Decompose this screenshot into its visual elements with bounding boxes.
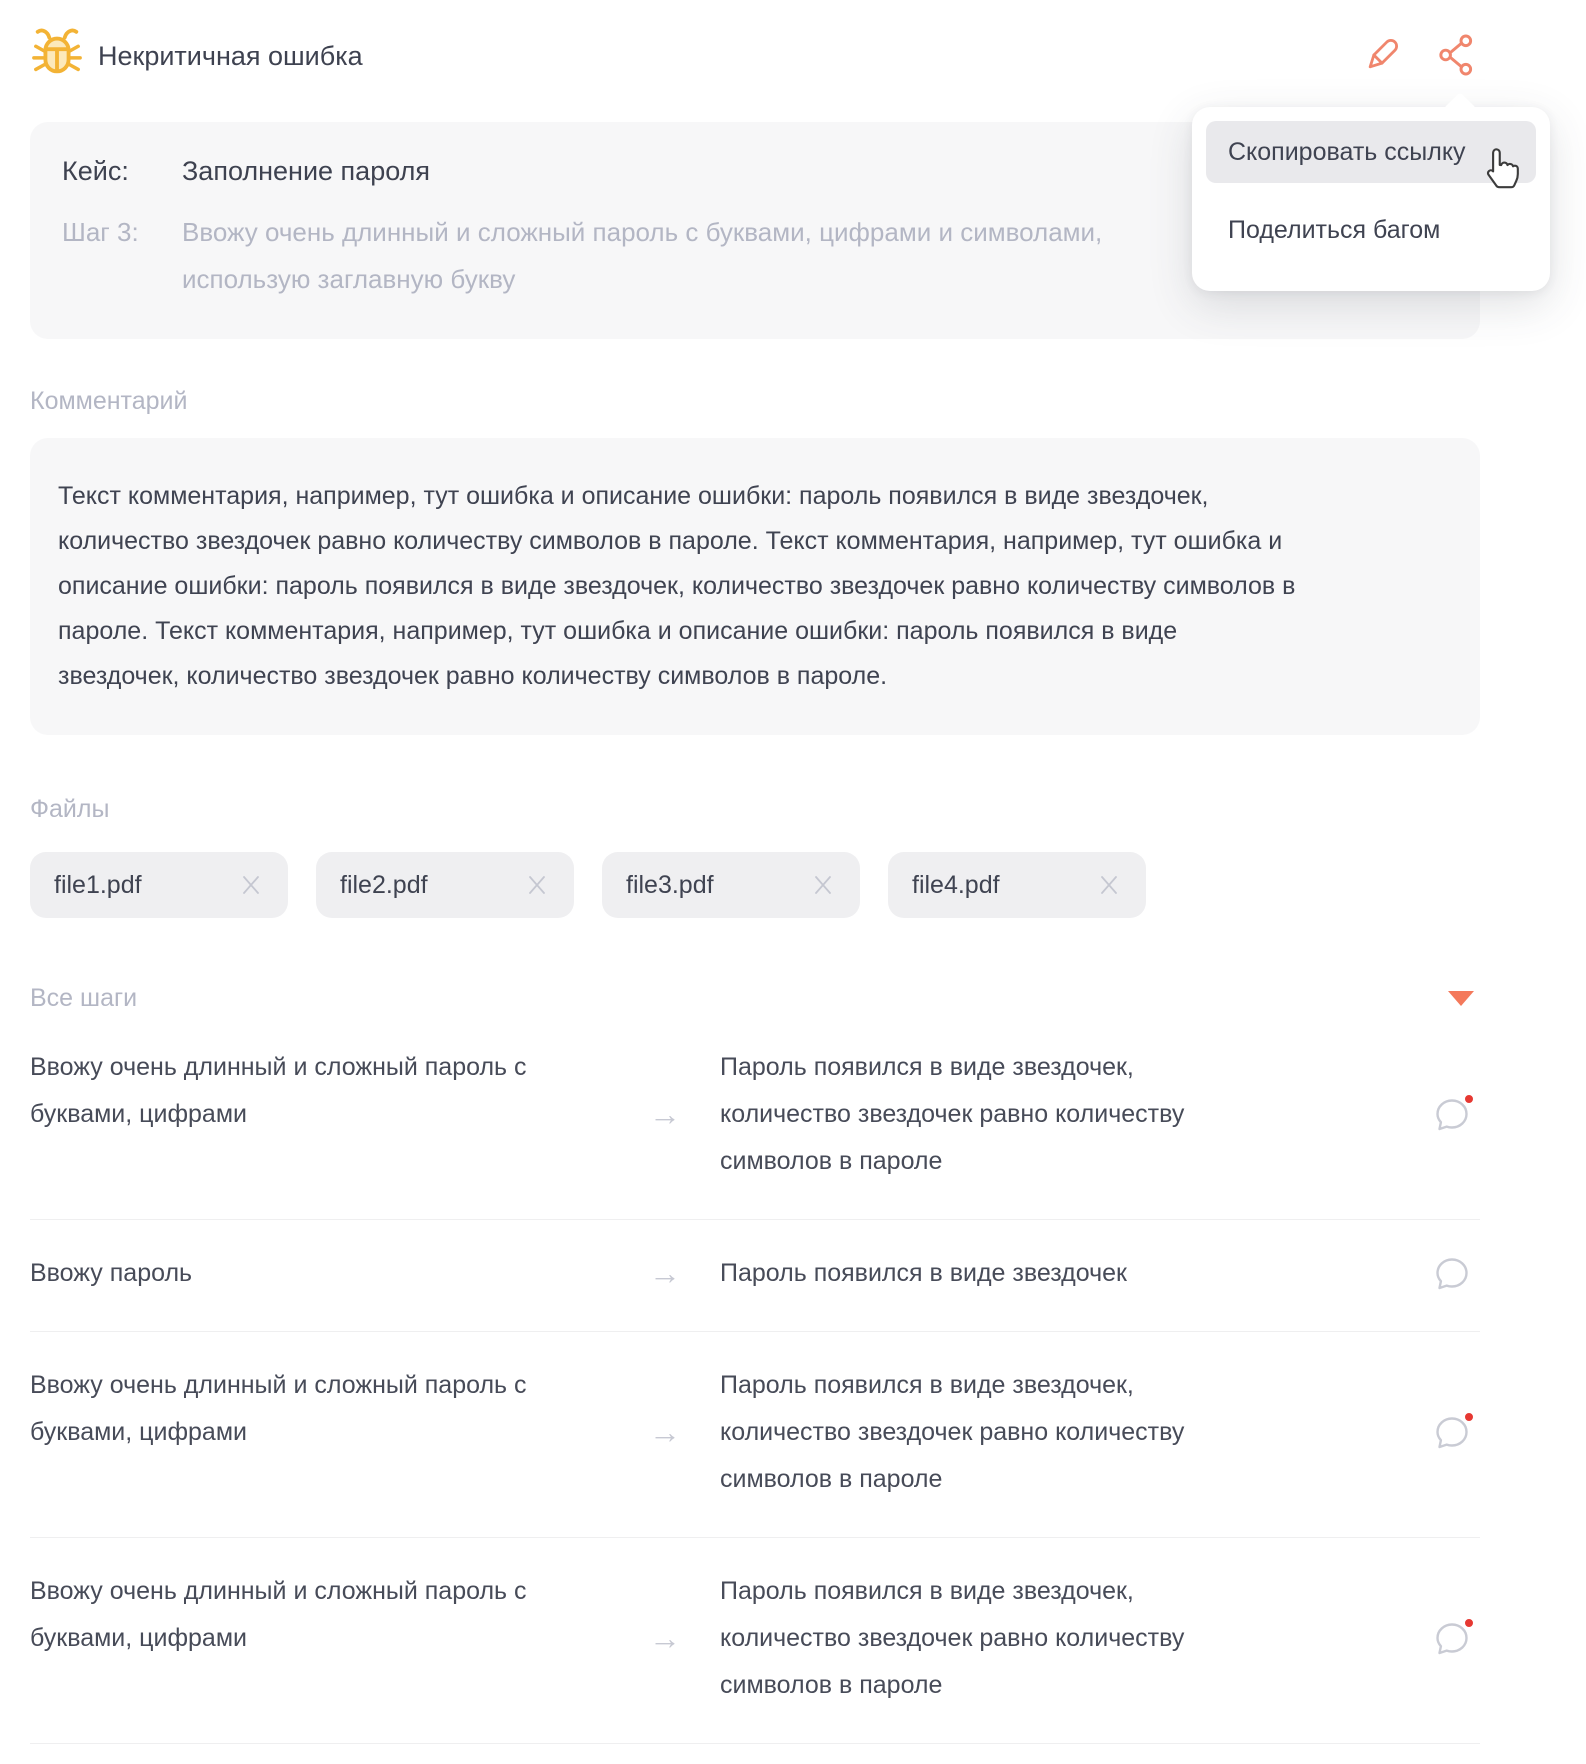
edit-button[interactable] (1358, 32, 1406, 80)
comment-badge-dot (1462, 1092, 1476, 1106)
step-row (30, 1538, 1480, 1744)
file-chip (888, 852, 1146, 918)
comment-bubble-icon[interactable] (1432, 1254, 1472, 1294)
comment-bubble-icon[interactable] (1432, 1413, 1472, 1453)
files-section-label: Файлы (30, 795, 110, 823)
arrow-right-icon: → (649, 1255, 681, 1291)
share-button[interactable] (1432, 32, 1480, 80)
step-row (30, 1014, 1480, 1220)
comment-text: Текст комментария, например, тут ошибка и описание ошибки: пароль появился в виде звездочек, количество звездочек равно количеству символов в пароле. Текст комментария, например, тут ошибка и описание ошибки: пароль появился в виде звездочек, количество звездочек равно количеству символов в пароле. Текст комментария, например, тут ошибка и описание ошибки: пароль появился в виде звездочек, количество звездочек равно количеству символов в пароле. (58, 482, 1296, 690)
step-action: Ввожу очень длинный и сложный пароль с буквами, цифрами (30, 1577, 527, 1652)
step-row (30, 1220, 1480, 1332)
file-chip (602, 852, 860, 918)
share-menu (1192, 107, 1550, 291)
bug-icon (30, 25, 84, 88)
remove-file-button[interactable] (524, 872, 550, 898)
remove-file-button[interactable] (810, 872, 836, 898)
step-action: Ввожу пароль (30, 1259, 193, 1287)
step-action: Ввожу очень длинный и сложный пароль с буквами, цифрами (30, 1371, 527, 1446)
case-step-label: Шаг 3: (62, 217, 139, 247)
step-action: Ввожу очень длинный и сложный пароль с буквами, цифрами (30, 1053, 527, 1128)
step-expected: Пароль появился в виде звездочек, количество звездочек равно количеству символов в пароле (720, 1371, 1185, 1493)
case-step-text: Ввожу очень длинный и сложный пароль с буквами, цифрами и символами, использую заглавную букву (182, 217, 1103, 294)
page-title: Некритичная ошибка (98, 40, 363, 71)
comment-box (30, 438, 1480, 735)
remove-file-button[interactable] (238, 872, 264, 898)
file-chip (30, 852, 288, 918)
file-chip (316, 852, 574, 918)
comment-badge-dot (1462, 1616, 1476, 1630)
menu-item-copy-link[interactable]: Скопировать ссылку (1206, 121, 1536, 183)
comment-bubble-icon[interactable] (1432, 1619, 1472, 1659)
step-expected: Пароль появился в виде звездочек, количество звездочек равно количеству символов в пароле (720, 1577, 1185, 1699)
remove-file-button[interactable] (1096, 872, 1122, 898)
case-label: Кейс: (62, 156, 129, 186)
arrow-right-icon: → (649, 1414, 681, 1450)
file-name: file1.pdf (54, 870, 142, 899)
comment-section-label: Комментарий (30, 387, 188, 415)
menu-item-share-bug[interactable]: Поделиться багом (1228, 215, 1441, 244)
pencil-icon (1359, 32, 1405, 81)
file-name: file4.pdf (912, 870, 1000, 899)
share-nodes-icon (1432, 31, 1480, 82)
steps-header (30, 982, 1480, 1014)
comment-badge-dot (1462, 1410, 1476, 1424)
file-name: file2.pdf (340, 870, 428, 899)
steps-list (30, 1014, 1480, 1744)
arrow-right-icon: → (649, 1620, 681, 1656)
steps-section-label: Все шаги (30, 983, 138, 1012)
case-title: Заполнение пароля (182, 156, 431, 186)
file-name: file3.pdf (626, 870, 714, 899)
header (30, 26, 1480, 86)
arrow-right-icon: → (649, 1096, 681, 1132)
step-row (30, 1332, 1480, 1538)
step-expected: Пароль появился в виде звездочек, количество звездочек равно количеству символов в пароле (720, 1053, 1185, 1175)
collapse-triangle-icon[interactable] (1448, 991, 1474, 1006)
comment-bubble-icon[interactable] (1432, 1095, 1472, 1135)
step-expected: Пароль появился в виде звездочек (720, 1259, 1127, 1287)
file-chips (30, 852, 1480, 918)
